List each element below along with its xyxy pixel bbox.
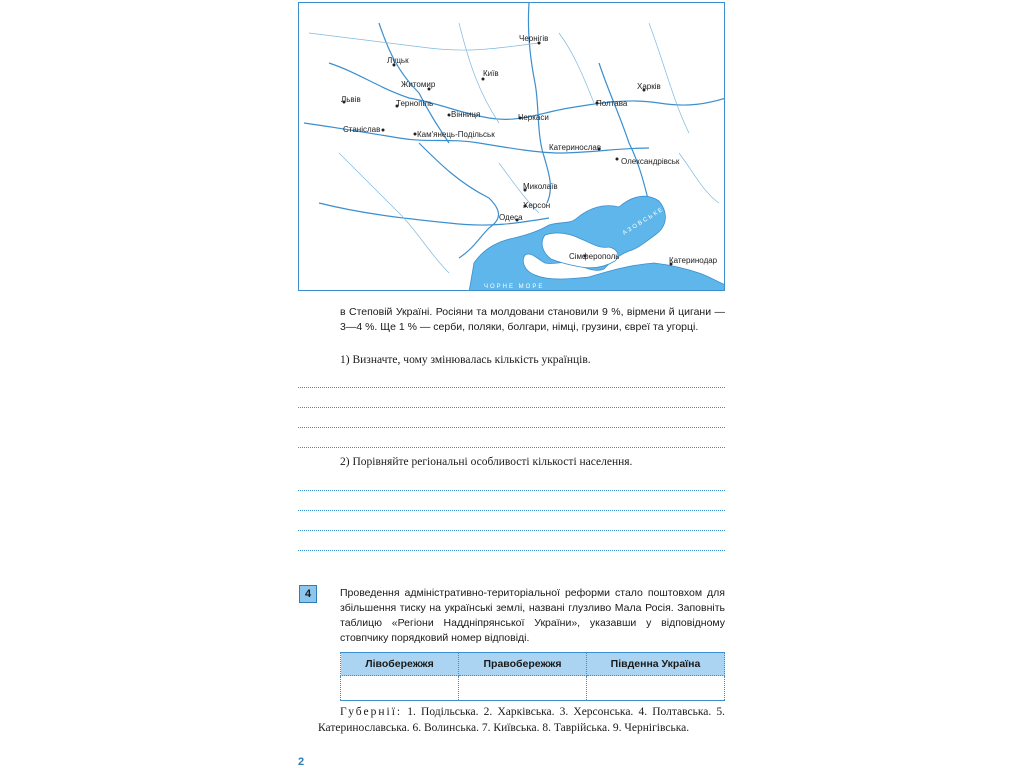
task-number-badge: 4 bbox=[299, 585, 317, 603]
question-2: 2) Порівняйте регіональні особливості кількості населення. bbox=[340, 456, 633, 468]
map-cities bbox=[341, 34, 718, 266]
black-sea-label: ЧОРНЕ МОРЕ bbox=[484, 284, 545, 290]
city-oleksandrivsk: Олександрівськ bbox=[621, 157, 680, 166]
city-kherson: Херсон bbox=[523, 201, 551, 210]
answer-line[interactable] bbox=[298, 490, 725, 491]
city-poltava: Полтава bbox=[596, 99, 628, 108]
azov-sea-label: АЗОВСЬКЕ МОРЕ bbox=[621, 190, 691, 237]
task-4-text: Проведення адміністративно-територіальної реформи стало поштовхом для збільшення тиску на українські землі, названі глузливо Мала Росія. Заповніть таблицю «Регіони Наддніпрянської України», указавши у відповідному стовпчику порядковий номер відповіді. bbox=[340, 587, 725, 644]
city-kyiv: Київ bbox=[483, 69, 499, 78]
city-ternopil: Тернопіль bbox=[396, 99, 434, 108]
city-cherkasy: Черкаси bbox=[518, 113, 549, 122]
governorates-items: 1. Подільська. 2. Харківська. 3. Херсонська. 4. Полтавська. 5. Катеринославська. 6. Волинська. 7. Київська. 8. Таврійська. 9. Чернігівська. bbox=[318, 706, 726, 734]
answer-line[interactable] bbox=[298, 387, 725, 388]
intro-paragraph: в Степовій Україні. Росіяни та молдовани становили 9 %, вірмени й цигани — 3—4 %. Ще 1 % — серби, поляки, болгари, німці, грузини, євреї та угорці. bbox=[340, 306, 725, 333]
city-mykolaiv: Миколаїв bbox=[523, 182, 558, 191]
city-odesa: Одеса bbox=[499, 213, 523, 222]
city-kamianets-podilskyi: Кам'янець-Подільськ bbox=[417, 130, 495, 139]
governorates-label: Губернії: bbox=[340, 706, 403, 718]
ukraine-map bbox=[299, 3, 725, 291]
table-header-right-bank: Правобережжя bbox=[459, 653, 587, 676]
city-chernihiv: Чернігів bbox=[519, 34, 549, 43]
city-lutsk: Луцьк bbox=[387, 56, 409, 65]
table-cell-left-bank[interactable] bbox=[341, 676, 459, 701]
regions-table bbox=[340, 652, 725, 701]
answer-line[interactable] bbox=[298, 530, 725, 531]
table-cell-south-ukraine[interactable] bbox=[587, 676, 725, 701]
page-number: 2 bbox=[298, 756, 305, 768]
answer-line[interactable] bbox=[298, 550, 725, 551]
table-header-left-bank: Лівобережжя bbox=[341, 653, 459, 676]
city-simferopol: Сімферополь bbox=[569, 252, 620, 261]
black-sea bbox=[469, 196, 725, 291]
map-figure bbox=[298, 2, 725, 291]
table-header-south-ukraine: Південна Україна bbox=[587, 653, 725, 676]
city-kharkiv: Харків bbox=[637, 82, 661, 91]
city-lviv: Львів bbox=[341, 95, 361, 104]
answer-line[interactable] bbox=[298, 427, 725, 428]
question-1: 1) Визначте, чому змінювалась кількість українців. bbox=[340, 354, 591, 366]
answer-line[interactable] bbox=[298, 510, 725, 511]
answer-line[interactable] bbox=[298, 407, 725, 408]
city-vinnytsia: Вінниця bbox=[451, 110, 481, 119]
answer-line[interactable] bbox=[298, 447, 725, 448]
governorates-list bbox=[318, 704, 725, 736]
table-cell-right-bank[interactable] bbox=[459, 676, 587, 701]
city-stanislav: Станіслав bbox=[343, 125, 381, 134]
city-katerynodar: Катеринодар bbox=[669, 256, 718, 265]
city-katerynoslav: Катеринослав bbox=[549, 143, 602, 152]
city-zhytomyr: Житомир bbox=[401, 80, 436, 89]
